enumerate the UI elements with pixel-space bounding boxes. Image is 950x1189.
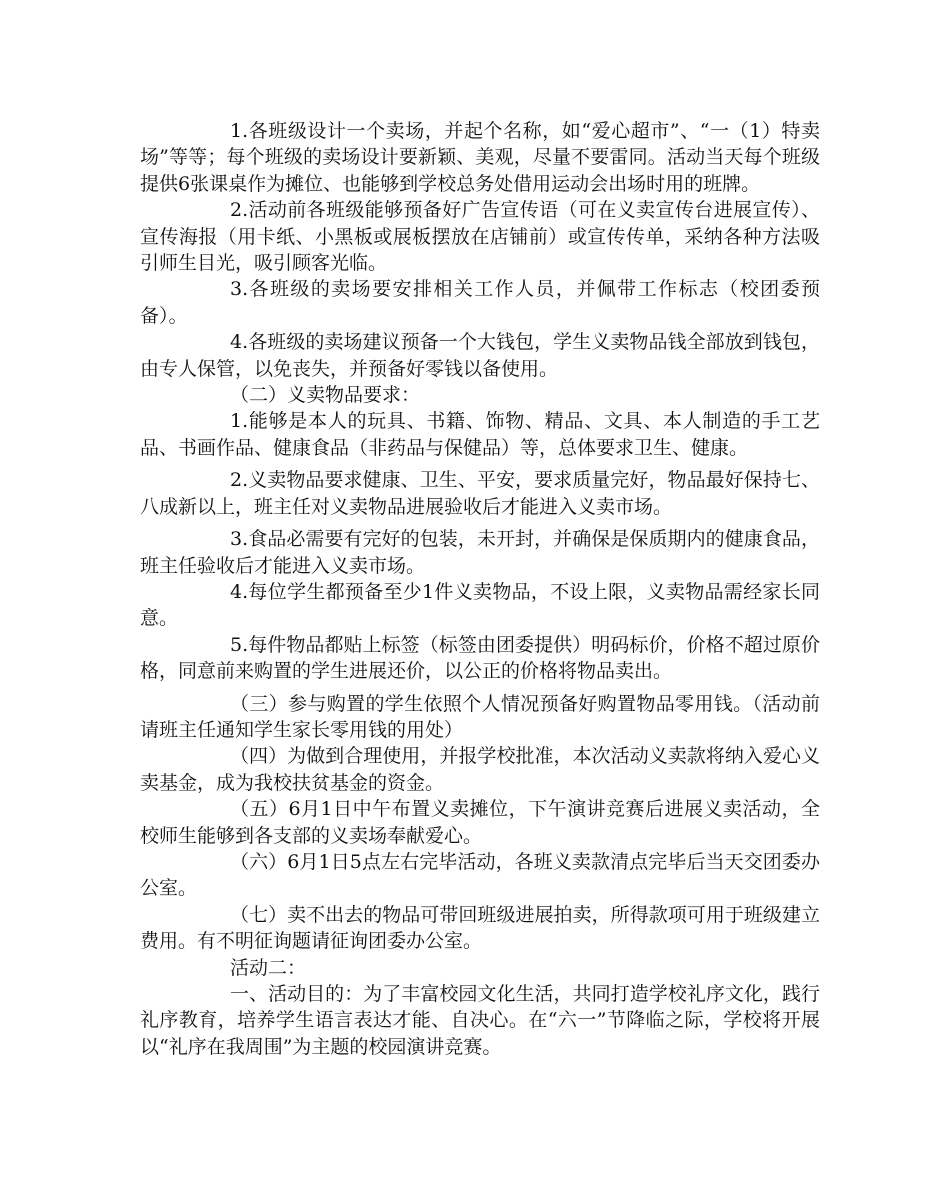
paragraph-schedule-end: （六）6月1日5点左右完毕活动，各班义卖款清点完毕后当天交团委办公室。 bbox=[140, 850, 820, 900]
paragraph-unsold: （七）卖不出去的物品可带回班级进展拍卖，所得款项可用于班级建立费用。有不明征询题请征询团委办公室。 bbox=[140, 903, 820, 953]
paragraph-food: 3.食品必需要有完好的包装，未开封，并确保是保质期内的健康食品，班主任验收后才能进入义卖市场。 bbox=[140, 528, 820, 577]
paragraph-activity-purpose: 一、活动目的：为了丰富校园文化生活，共同打造学校礼序文化，践行礼序教育，培养学生语言表达才能、自决心。在“六一”节降临之际，学校将开展以“礼序在我周围”为主题的校园演讲竞赛。 bbox=[140, 983, 820, 1058]
paragraph-schedule-setup: （五）6月1日中午布置义卖摊位，下午演讲竞赛后进展义卖活动，全校师生能够到各支部的义卖场奉献爱心。 bbox=[140, 798, 820, 847]
paragraph-wallet: 4.各班级的卖场建议预备一个大钱包，学生义卖物品钱全部放到钱包，由专人保管，以免丧失，并预备好零钱以备使用。 bbox=[140, 331, 820, 380]
document-page bbox=[140, 118, 820, 1060]
section-heading-items: （二）义卖物品要求： bbox=[230, 384, 421, 407]
paragraph-fund: （四）为做到合理使用，并报学校批准，本次活动义卖款将纳入爱心义卖基金，成为我校扶贫基金的资金。 bbox=[140, 745, 820, 794]
paragraph-advertising: 2.活动前各班级能够预备好广告宣传语（可在义卖宣传台进展宣传）、宣传海报（用卡纸、小黑板或展板摆放在店铺前）或宣传传单，采纳各种方法吸引师生目光，吸引顾客光临。 bbox=[140, 199, 820, 275]
paragraph-each-student: 4.每位学生都预备至少1件义卖物品，不设上限，义卖物品需经家长同意。 bbox=[140, 580, 820, 630]
paragraph-item-types: 1.能够是本人的玩具、书籍、饰物、精品、文具、本人制造的手工艺品、书画作品、健康食品（非药品与保健品）等，总体要求卫生、健康。 bbox=[140, 410, 820, 459]
paragraph-item-quality: 2.义卖物品要求健康、卫生、平安，要求质量完好，物品最好保持七、八成新以上，班主任对义卖物品进展验收后才能进入义卖市场。 bbox=[140, 469, 820, 518]
section-heading-activity-two: 活动二： bbox=[230, 956, 307, 979]
paragraph-booth-design: 1.各班级设计一个卖场，并起个名称，如“爱心超市”、“一（1）特卖场”等等；每个班级的卖场设计要新颖、美观，尽量不要雷同。活动当天每个班级提供6张课桌作为摊位、也能够到学校总务处借用运动会出场时用的班牌。 bbox=[140, 120, 820, 195]
paragraph-labels: 5.每件物品都贴上标签（标签由团委提供）明码标价，价格不超过原价格，同意前来购置的学生进展还价，以公正的价格将物品卖出。 bbox=[140, 633, 820, 683]
paragraph-staff: 3.各班级的卖场要安排相关工作人员，并佩带工作标志（校团委预备）。 bbox=[140, 278, 820, 327]
paragraph-pocket-money: （三）参与购置的学生依照个人情况预备好购置物品零用钱。（活动前请班主任通知学生家长零用钱的用处） bbox=[140, 692, 820, 741]
